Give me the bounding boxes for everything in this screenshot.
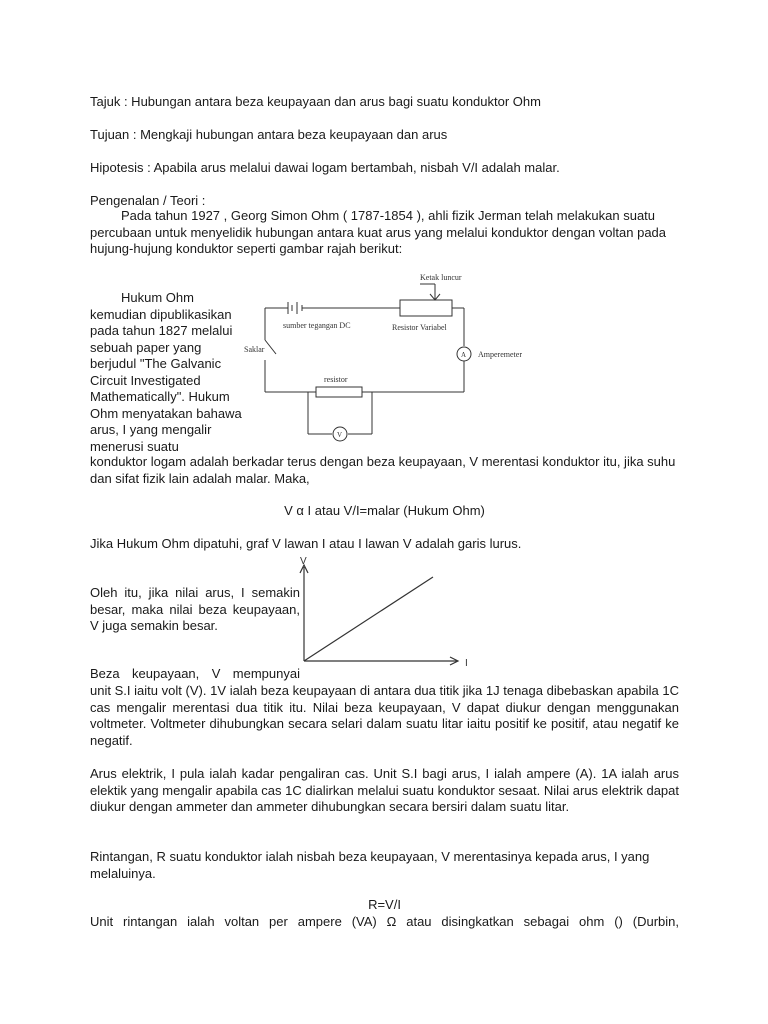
x-axis-label: I — [465, 658, 468, 669]
current-paragraph: Arus elektrik, I pula ialah kadar pengaliran cas. Unit S.I bagi arus, I ialah ampere (A). 1A ialah arus elektik yang mengalir apabila cas 1C dialirkan melalui suatu konduktor sesaat. Nilai arus elektrik dapat diukur dengan ammeter dan ammeter dihubungkan secara bersiri dalam suatu litar. — [90, 766, 679, 814]
graph-intro-line: Jika Hukum Ohm dipatuhi, graf V lawan I atau I lawan V adalah garis lurus. — [90, 536, 522, 551]
graph-line — [304, 577, 433, 661]
resistance-paragraph: Rintangan, R suatu konduktor ialah nisbah beza keupayaan, V merentasinya kepada arus, I yang melaluinya. — [90, 849, 650, 881]
voltage-start-line: Beza keupayaan, V mempunyai — [90, 666, 300, 681]
circuit-diagram — [240, 268, 540, 446]
label-variable-resistor: Resistor Variabel — [392, 323, 447, 332]
label-resistor: resistor — [324, 375, 348, 384]
label-voltmeter-symbol: V — [337, 431, 343, 439]
objective-line: Tujuan : Mengkaji hubungan antara beza keupayaan dan arus — [90, 127, 448, 142]
label-ammeter-symbol: A — [461, 351, 467, 359]
label-dc-source: sumber tegangan DC — [283, 321, 351, 330]
label-sliding-contact: Ketak luncur — [420, 273, 462, 282]
variable-resistor — [400, 300, 452, 316]
title-line: Tajuk : Hubungan antara beza keupayaan dan arus bagi suatu konduktor Ohm — [90, 94, 541, 109]
ohm-paragraph-continued: konduktor logam adalah berkadar terus dengan beza keupayaan, V merentasi konduktor itu, jika suhu dan sifat fizik lain adalah malar. Maka, — [90, 454, 676, 486]
ohm-law-statement: V α I atau V/I=malar (Hukum Ohm) — [284, 503, 485, 518]
voltage-paragraph: unit S.I iaitu volt (V). 1V ialah beza keupayaan di antara dua titik jika 1J tenaga dibebaskan apabila 1C cas mengalir merentasi dua titik itu. Nilai beza keupayaan, V dapat diukur dengan menggunakan voltmeter. Voltmeter dihubungkan secara selari dalam suatu litar iaitu positif ke positif, atau negatif ke negatif. — [90, 683, 679, 748]
ohm-paragraph-wrap: Hukum Ohm kemudian dipublikasikan pada tahun 1827 melalui sebuah paper yang berjudul "The Galvanic Circuit Investigated Mathematically". Hukum Ohm menyatakan bahawa arus, I yang mengalir menerusi suatu — [90, 290, 242, 454]
intro-heading: Pengenalan / Teori : — [90, 193, 206, 208]
label-switch: Saklar — [244, 345, 265, 354]
unit-line: Unit rintangan ialah voltan per ampere (VA) Ω atau disingkatkan sebagai ohm () (Durbin, — [90, 914, 679, 929]
resistance-formula: R=V/I — [368, 897, 401, 912]
y-axis-label: V — [300, 556, 307, 567]
v-i-graph — [295, 555, 480, 670]
graph-paragraph: Oleh itu, jika nilai arus, I semakin besar, maka nilai beza keupayaan, V juga semakin besar. — [90, 585, 300, 633]
intro-paragraph: Pada tahun 1927 , Georg Simon Ohm ( 1787-1854 ), ahli fizik Jerman telah melakukan suatu percubaan untuk menyelidik hubungan antara kuat arus yang melalui konduktor dengan voltan pada hujung-hujung konduktor seperti gambar rajah berikut: — [90, 208, 667, 256]
hypothesis-line: Hipotesis : Apabila arus melalui dawai logam bertambah, nisbah V/I adalah malar. — [90, 160, 560, 175]
label-ammeter: Amperemeter — [478, 350, 522, 359]
resistor — [316, 387, 362, 397]
